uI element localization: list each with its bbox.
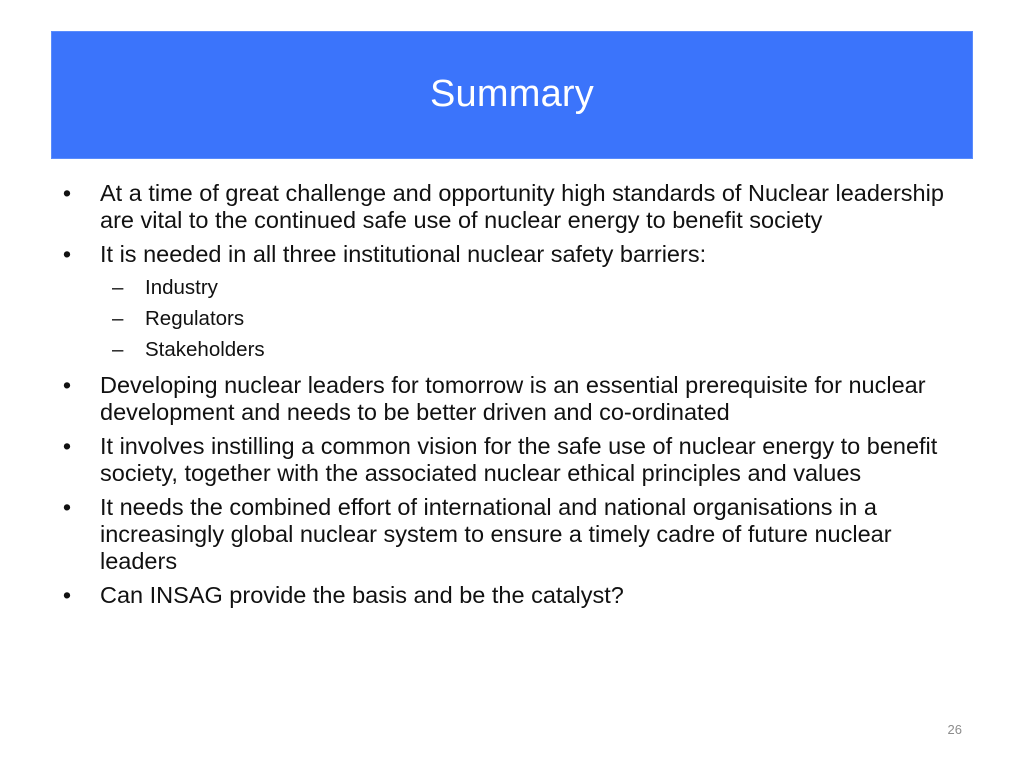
dash-marker: – [112, 276, 124, 299]
bullet-item [0, 241, 1024, 365]
sub-bullet-text: Regulators [145, 307, 245, 330]
bullet-text: Can INSAG provide the basis and be the catalyst? [100, 582, 624, 608]
slide-content [0, 180, 1024, 616]
bullet-list [0, 180, 1024, 609]
bullet-item [0, 180, 1024, 234]
bullet-marker: • [62, 433, 72, 459]
sub-bullet-text: Industry [145, 276, 218, 299]
sub-bullet-list [100, 272, 966, 365]
bullet-item [0, 582, 1024, 609]
dash-marker: – [112, 307, 124, 330]
title-bar [51, 31, 973, 159]
slide-title: Summary [430, 72, 594, 115]
bullet-text: It is needed in all three institutional nuclear safety barriers: [100, 241, 707, 267]
sub-bullet-item [0, 272, 966, 303]
bullet-item [0, 494, 1024, 575]
page-number: 26 [947, 722, 962, 737]
bullet-text: It involves instilling a common vision for the safe use of nuclear energy to benefit society, together with the associated nuclear ethical principles and values [100, 433, 938, 486]
bullet-text: It needs the combined effort of international and national organisations in a increasingly global nuclear system to ensure a timely cadre of future nuclear leaders [100, 494, 892, 574]
sub-bullet-text: Stakeholders [145, 338, 265, 361]
bullet-marker: • [62, 241, 72, 267]
bullet-marker: • [62, 180, 72, 206]
bullet-marker: • [62, 494, 72, 520]
bullet-item [0, 433, 1024, 487]
bullet-text: Developing nuclear leaders for tomorrow is an essential prerequisite for nuclear development and needs to be better driven and co-ordinated [100, 372, 926, 425]
bullet-marker: • [62, 582, 72, 608]
bullet-marker: • [62, 372, 72, 398]
sub-bullet-item [0, 334, 966, 365]
sub-bullet-item [0, 303, 966, 334]
bullet-text: At a time of great challenge and opportunity high standards of Nuclear leadership are vital to the continued safe use of nuclear energy to benefit society [100, 180, 944, 233]
bullet-item [0, 372, 1024, 426]
dash-marker: – [112, 338, 124, 361]
